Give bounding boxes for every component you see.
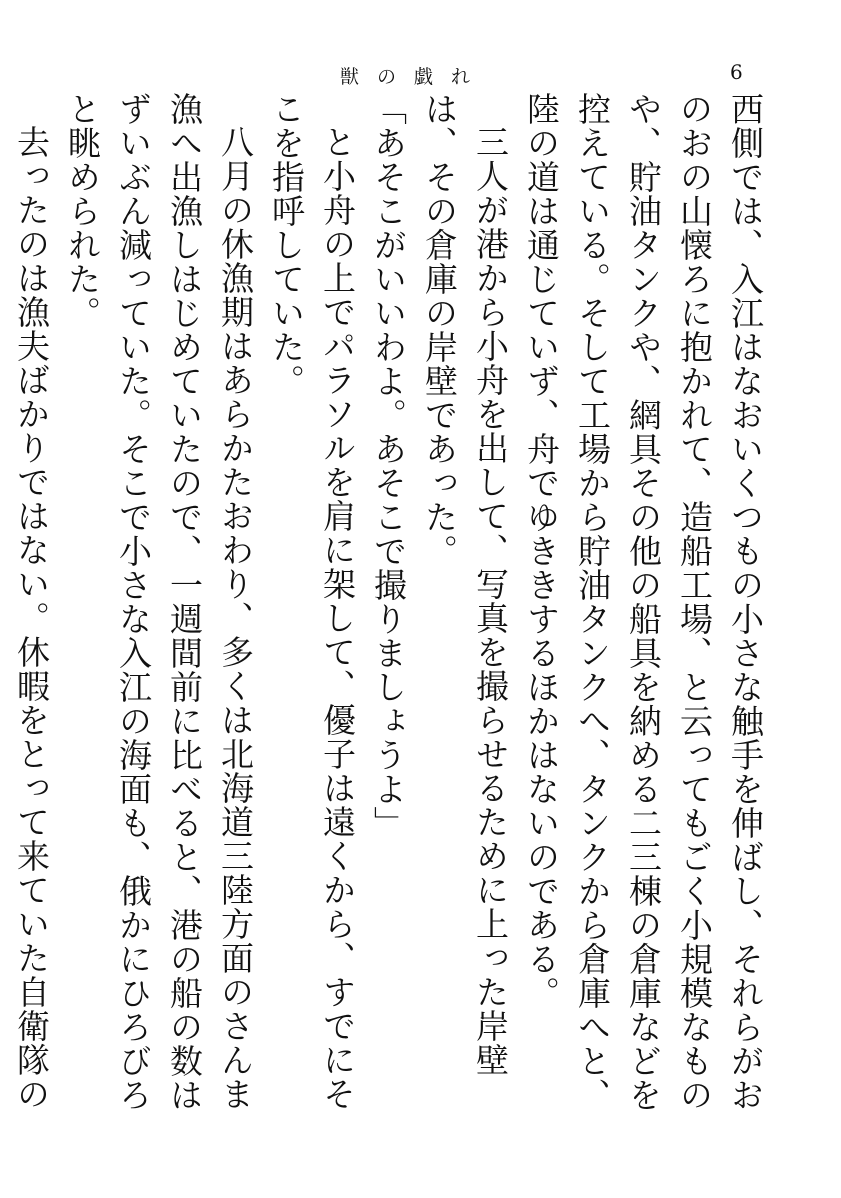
paragraph-1: 西側では、入江はなおいくつもの小さな触手を伸ばし、それらがおのおの山懐ろに抱かれて、造船工場、と云ってもごく小規模なものや、貯油タンクや、網具その他の船具を納める二三棟の倉庫などを控えている。そして工場から貯油タンクへ、タンクから倉庫へと、陸の道は通じていず、舟でゆききするほかはないのである。 — [522, 92, 765, 1112]
body-text — [12, 92, 771, 1122]
page-number: 6 — [730, 60, 743, 84]
paragraph-4: と小舟の上でパラソルを肩に架して、優子は遠くから、すでにそこを指呼していた。 — [267, 92, 357, 1111]
paragraph-6: 去ったのは漁夫ばかりではない。休暇をとって来ていた自衛隊の — [12, 125, 51, 1111]
paragraph-2: 三人が港から小舟を出して、写真を撮らせるために上った岸壁は、その倉庫の岸壁であった。 — [420, 92, 510, 1077]
running-title: 獣の戯れ — [340, 66, 489, 88]
paragraph-3-dialogue: 「あそこがいいわよ。あそこで撮りましょうよ」 — [369, 92, 408, 840]
paragraph-5: 八月の休漁期はあらかたおわり、多くは北海道三陸方面のさんま漁へ出漁しはじめていたので、一週間前に比べると、港の船の数はずいぶん減っていた。そこで小さな入江の海面も、俄かにひろびろと眺められた。 — [63, 92, 255, 1112]
